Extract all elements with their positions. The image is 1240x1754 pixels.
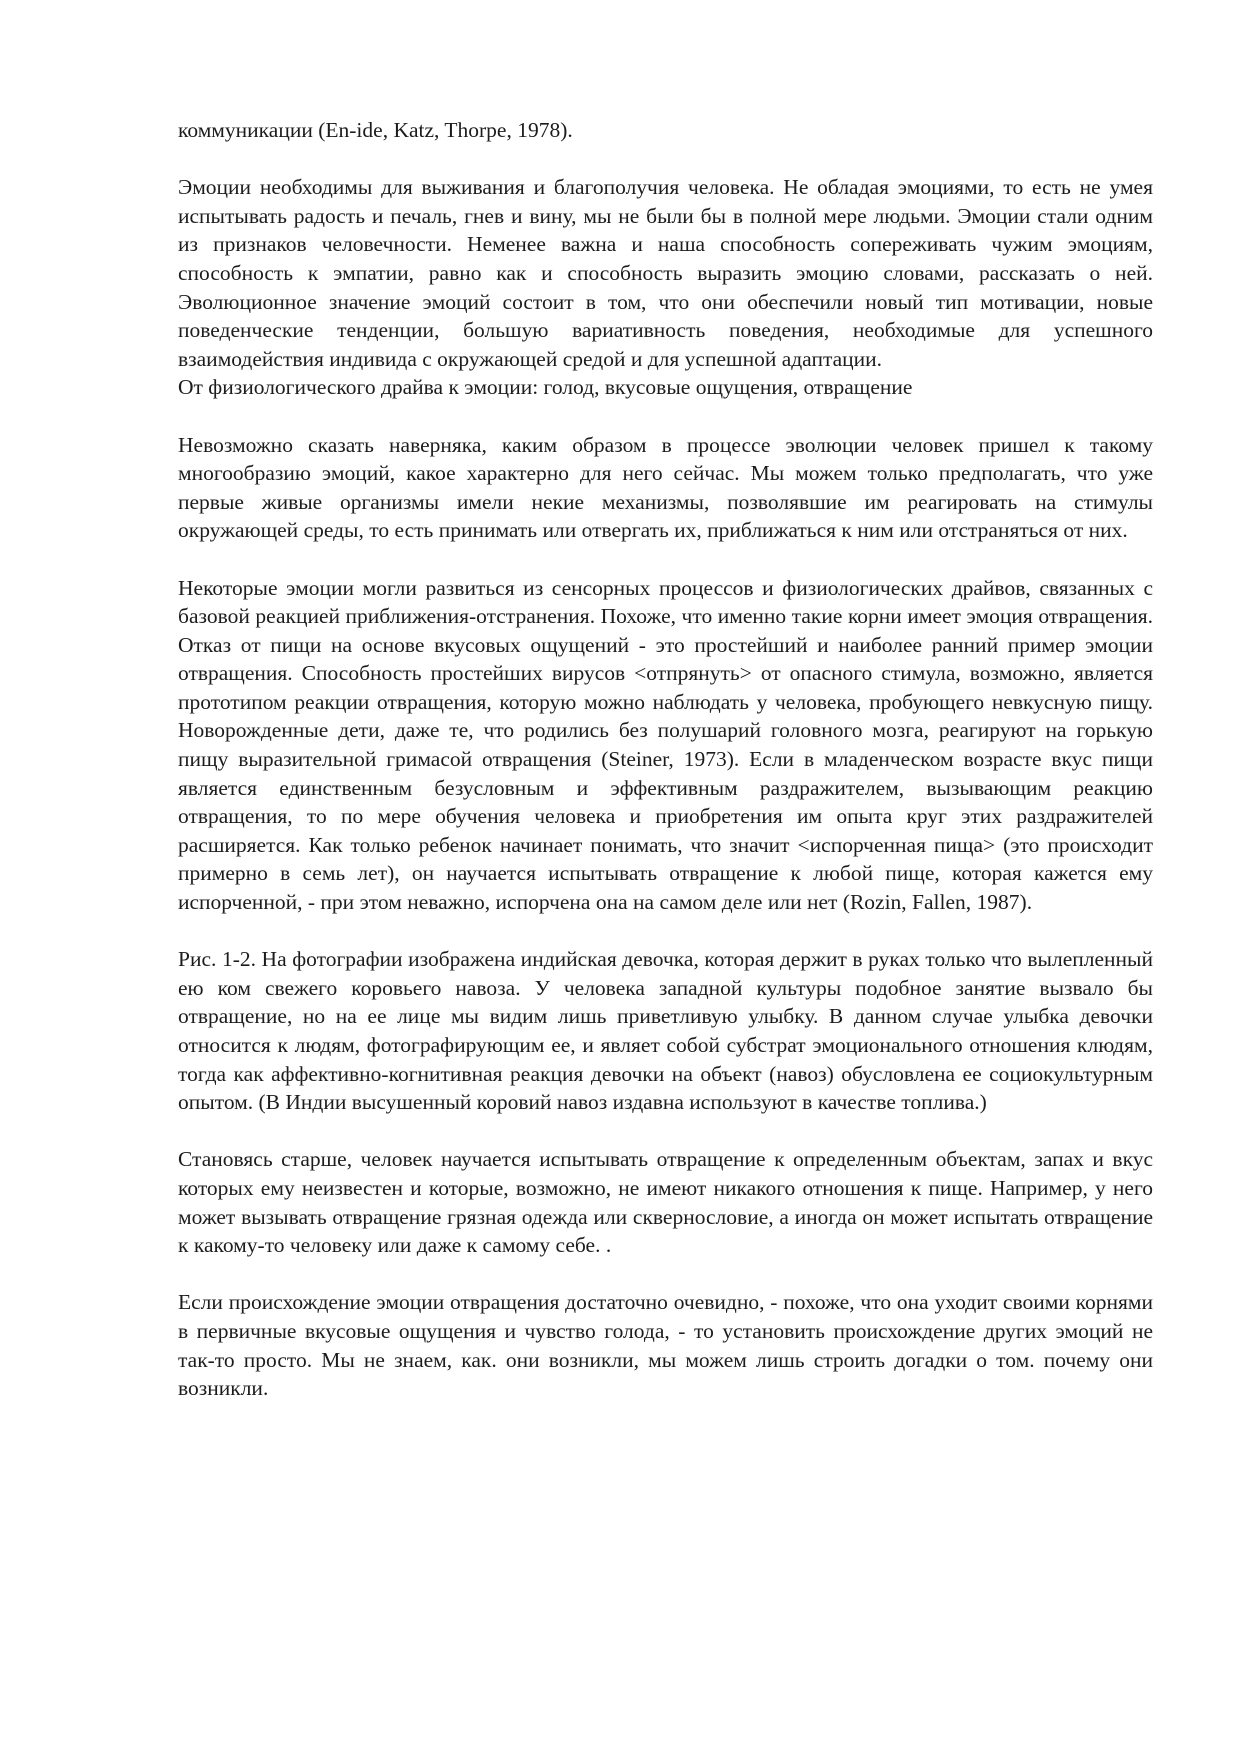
opening-fragment: коммуникации (En-ide, Katz, Thorpe, 1978).: [178, 118, 573, 142]
figure-caption: Рис. 1-2. На фотографии изображена индийская девочка, которая держит в руках только что вылепленный ею ком свежего коровьего навоза. У человека западной культуры подобное занятие вызвало бы отвращение, но на ее лице мы видим лишь приветливую улыбку. В данном случае улыбка девочки относится к людям, фотографирующим ее, и являет собой субстрат эмоционального отношения клюдям, тогда как аффективно-когнитивная реакция девочки на объект (навоз) обусловлена ее социокультурным опытом. (В Индии высушенный коровий навоз издавна используют в качестве топлива.): [178, 947, 1153, 1115]
paragraph-disgust-origins: Некоторые эмоции могли развиться из сенсорных процессов и физиологических драйвов, связанных с базовой реакцией приближения-отстранения. Похоже, что именно такие корни имеет эмоция отвращения. Отказ от пищи на основе вкусовых ощущений - это простейший и наиболее ранний пример эмоции отвращения. Способность простейших вирусов <отпрянуть> от опасного стимула, возможно, является прототипом реакции отвращения, которую можно наблюдать у человека, пробующего невкусную пищу. Новорожденные дети, даже те, что родились без полушарий головного мозга, реагируют на горькую пищу выразительной гримасой отвращения (Steiner, 1973). Если в младенческом возрасте вкус пищи является единственным безусловным и эффективным раздражителем, вызывающим реакцию отвращения, то по мере обучения человека и приобретения им опыта круг этих раздражителей расширяется. Как только ребенок начинает понимать, что значит <испорченная пища> (это происходит примерно в семь лет), он научается испытывать отвращение к любой пище, которая кажется ему испорченной, - при этом неважно, испорчена она на самом деле или нет (Rozin, Fallen, 1987).: [178, 575, 1153, 915]
paragraph-other-emotions: Если происхождение эмоции отвращения достаточно очевидно, - похоже, что она уходит своими корнями в первичные вкусовые ощущения и чувство голода, - то установить происхождение других эмоций не так-то просто. Мы не знаем, как. они возникли, мы можем лишь строить догадки о том. почему они возникли.: [178, 1290, 1153, 1401]
paragraph-emotions-survival: Эмоции необходимы для выживания и благополучия человека. Не обладая эмоциями, то есть не умея испытывать радость и печаль, гнев и вину, мы не были бы в полной мере людьми. Эмоции стали одним из признаков человечности. Неменее важна и наша способность сопереживать чужим эмоциям, способность к эмпатии, равно как и способность выразить эмоцию словами, рассказать о ней. Эволюционное значение эмоций состоит в том, что они обеспечили новый тип мотивации, новые поведенческие тенденции, большую вариативность поведения, необходимые для успешного взаимодействия индивида с окружающей средой и для успешной адаптации.: [178, 175, 1153, 371]
paragraph-evolution: Невозможно сказать наверняка, каким образом в процессе эволюции человек пришел к такому многообразию эмоций, какое характерно для него сейчас. Мы можем только предполагать, что уже первые живые организмы имели некие механизмы, позволявшие им реагировать на стимулы окружающей среды, то есть принимать или отвергать их, приближаться к ним или отстраняться от них.: [178, 432, 1153, 543]
section-heading: От физиологического драйва к эмоции: голод, вкусовые ощущения, отвращение: [178, 375, 913, 400]
text-column: [178, 116, 1153, 1403]
paragraph-disgust-objects: Становясь старше, человек научается испытывать отвращение к определенным объектам, запах и вкус которых ему неизвестен и которые, возможно, не имеют никакого отношения к пище. Например, у него может вызывать отвращение грязная одежда или сквернословие, а иногда он может испытать отвращение к какому-то человеку или даже к самому себе. .: [178, 1147, 1153, 1258]
